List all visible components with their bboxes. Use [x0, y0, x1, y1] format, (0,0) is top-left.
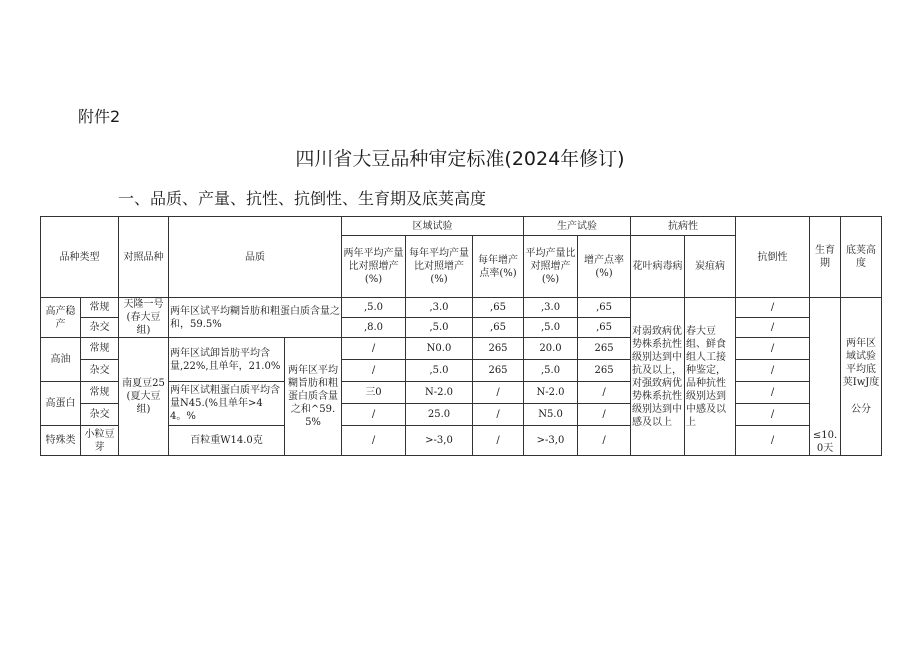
quality-cell: 两年区试卸旨肪平均含量,22%,且单年，21.0%	[169, 338, 285, 382]
value-cell: /	[578, 404, 631, 426]
header-pt-avg: 平均产量比对照增产(%)	[524, 236, 578, 298]
header-mosaic: 花叶病毒病	[631, 236, 685, 298]
mosaic-text: 对弱致病优势株系抗性级别达到中抗及以上，对强致病优势株系抗性级别达到中感及以上	[631, 298, 685, 456]
quality-cell: 两年区试平均糊旨肪和粗蛋白质含量之和，59.5%	[169, 298, 342, 338]
section-heading: 一、品质、产量、抗性、抗倒性、生育期及底荚高度	[118, 189, 487, 208]
value-cell: 265	[473, 338, 524, 360]
group-high-oil: 高油	[41, 338, 81, 382]
header-rt-each-year: 每年平均产量比对照增产(%)	[406, 236, 473, 298]
subtype-cell: 杂交	[81, 318, 119, 338]
control-cell: 南夏豆25(夏大豆组)	[119, 338, 169, 456]
value-cell: ,5.0	[342, 298, 406, 318]
lodging-cell: /	[736, 298, 810, 318]
pod-height-unit: 公分	[851, 404, 872, 415]
value-cell: 三0	[342, 382, 406, 404]
header-pt-rate: 增产点率(%)	[578, 236, 631, 298]
value-cell: ,5.0	[524, 360, 578, 382]
value-cell: /	[342, 426, 406, 456]
table-row	[41, 338, 882, 360]
pod-height-cell	[841, 298, 882, 456]
subtype-cell: 常规	[81, 338, 119, 360]
value-cell: ,65	[473, 318, 524, 338]
group-special: 特殊类	[41, 426, 81, 456]
group-high-yield: 高产稳产	[41, 298, 81, 338]
value-cell: 265	[578, 338, 631, 360]
lodging-cell: /	[736, 404, 810, 426]
growth-period-cell: ≤10.0天	[810, 298, 841, 456]
subtype-cell: 小粒豆芽	[81, 426, 119, 456]
pod-height-text: 两年区域试验平均底荚IwJ度	[842, 338, 880, 388]
lodging-cell: /	[736, 426, 810, 456]
value-cell: >-3,0	[406, 426, 473, 456]
header-rt-two-year: 两年平均产量比对照增产(%)	[342, 236, 406, 298]
value-cell: ,65	[578, 298, 631, 318]
page-title: 四川省大豆品种审定标准(2024年修订)	[295, 148, 625, 170]
value-cell: /	[473, 426, 524, 456]
value-cell: N-2.0	[406, 382, 473, 404]
header-row-1	[41, 217, 882, 236]
header-regional-trial: 区域试验	[342, 217, 524, 236]
header-quality: 品质	[169, 217, 342, 298]
header-lodging: 抗倒性	[736, 217, 810, 298]
attachment-label: 附件2	[78, 107, 121, 126]
lodging-cell: /	[736, 338, 810, 360]
value-cell: ,5.0	[524, 318, 578, 338]
value-cell: 265	[473, 360, 524, 382]
group-high-protein: 高蛋白	[41, 382, 81, 426]
standards-table	[40, 216, 882, 456]
header-control: 对照品种	[119, 217, 169, 298]
header-production-trial: 生产试验	[524, 217, 631, 236]
value-cell: /	[473, 404, 524, 426]
control-cell: 天隆一号(春大豆组)	[119, 298, 169, 338]
value-cell: ,3.0	[406, 298, 473, 318]
lodging-cell: /	[736, 360, 810, 382]
value-cell: >-3,0	[524, 426, 578, 456]
subtype-cell: 常规	[81, 382, 119, 404]
value-cell: /	[578, 426, 631, 456]
value-cell: 20.0	[524, 338, 578, 360]
subtype-cell: 常规	[81, 298, 119, 318]
value-cell: ,65	[473, 298, 524, 318]
quality-side-cell: 两年区平均糊旨肪和粗蛋白质含量之和^59.5%	[285, 338, 342, 456]
value-cell: ,5.0	[406, 360, 473, 382]
subtype-cell: 杂交	[81, 404, 119, 426]
header-growth-period: 生育期	[810, 217, 841, 298]
lodging-cell: /	[736, 318, 810, 338]
value-cell: N-2.0	[524, 382, 578, 404]
subtype-cell: 杂交	[81, 360, 119, 382]
value-cell: 265	[578, 360, 631, 382]
value-cell: /	[342, 338, 406, 360]
value-cell: ,3.0	[524, 298, 578, 318]
lodging-cell: /	[736, 382, 810, 404]
table-row	[41, 298, 882, 318]
value-cell: /	[342, 404, 406, 426]
value-cell: ,5.0	[406, 318, 473, 338]
header-pod-height: 底荚高度	[841, 217, 882, 298]
header-anthracnose: 炭疽病	[685, 236, 736, 298]
value-cell: N0.0	[406, 338, 473, 360]
value-cell: /	[342, 360, 406, 382]
anthracnose-text: 春大豆组、鲜食组人工接种鉴定，品种抗性级别达到中感及以上	[685, 298, 736, 456]
value-cell: /	[473, 382, 524, 404]
header-rt-each-rate: 每年增产点率(%)	[473, 236, 524, 298]
value-cell: ,65	[578, 318, 631, 338]
header-variety-type: 品种类型	[41, 217, 119, 298]
quality-cell: 两年区试粗蛋白质平均含量N45.(%且单年>44。%	[169, 382, 285, 426]
value-cell: /	[578, 382, 631, 404]
value-cell: N5.0	[524, 404, 578, 426]
value-cell: 25.0	[406, 404, 473, 426]
header-disease-resistance: 抗病性	[631, 217, 736, 236]
value-cell: ,8.0	[342, 318, 406, 338]
quality-cell: 百粒重W14.0克	[169, 426, 285, 456]
